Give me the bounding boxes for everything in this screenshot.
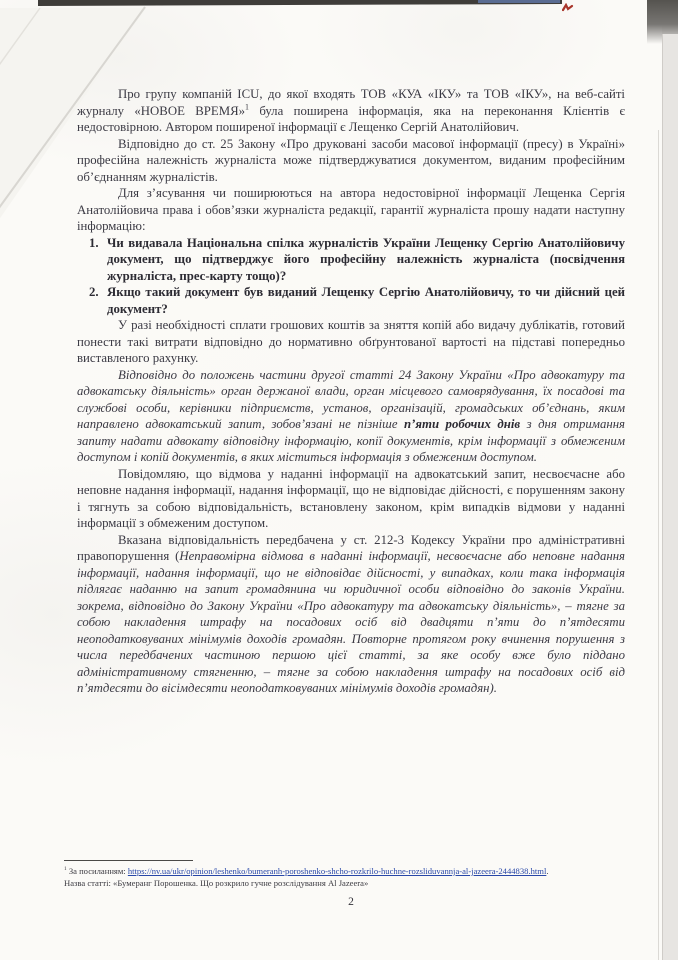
text-run: Відповідно до положень частини другої статті 24 Закону України «Про адвокатуру та адвокатську діяльність» орган держаної влади, орган місцевого самоврядування, їх посадові та службові особи, керівники підприємств, установ, організацій, громадських об’єднань, яким направлено адвокатський запит, зобов’язані не пізніше	[77, 367, 625, 431]
footnote-marker: 1	[64, 866, 67, 873]
footnote-line-2: Назва статті: «Бумеранг Порошенка. Що розкрило гучне розслідування Al Jazeera»	[64, 878, 369, 888]
paragraph	[77, 367, 625, 466]
paragraph	[77, 466, 625, 532]
paragraph	[77, 185, 625, 235]
text-run: Якщо такий документ був виданий Лещенку Сергію Анатолійовичу, то чи дійсний цей документ?	[107, 285, 625, 316]
text-run: була поширена інформація, яка на переконання Клієнтів є недостовірною. Автором поширеної інформації є Лещенко Сергій Анатолійович.	[77, 103, 625, 134]
footnote	[64, 860, 642, 889]
scan-top-edge-tint	[478, 0, 560, 3]
footnote-link: https://nv.ua/ukr/opinion/leshenko/bumeranh-poroshenko-shcho-rozkrilo-huchne-rozsliduvannja-al-jazeera-2444838.html	[127, 866, 547, 876]
document-body	[77, 86, 625, 697]
footnote-period: .	[546, 866, 549, 876]
text-run: У разі необхідності сплати грошових коштів за зняття копій або видачу дублікатів, готовий понести такі витрати відповідно до нормативно обґрунтованої вартості на підставі попередньо виставленого рахунку.	[77, 318, 625, 365]
text-run: Для з’ясування чи поширюються на автора недостовірної інформації Лещенка Сергія Анатолійовича права і обов’язки журналіста редакції, гарантії журналіста прошу надати наступну інформацію:	[77, 186, 625, 233]
text-run: п’яти робочих днів	[404, 417, 521, 431]
footnote-separator-rule	[64, 860, 193, 861]
page-number: 2	[348, 896, 354, 908]
text-run: Повідомляю, що відмова у наданні інформації на адвокатський запит, несвоєчасне або неповне надання інформації, надання інформації, що не відповідає дійсності, є порушенням закону і тягнуть за собою відповідальність, встановлену законом, крім випадків відмови у наданні інформації з обмеженим доступом.	[77, 466, 625, 530]
text-run: Чи видавала Національна спілка журналістів України Лещенку Сергію Анатолійовичу документ, що підтверджує його професійну належність журналіста (посвідчення журналіста, прес-карту тощо)?	[107, 235, 625, 283]
text-run: Про групу компаній ICU, до якої входять ТОВ «КУА «ІКУ» та ТОВ «ІКУ», на веб-сайті журналу «НОВОЕ ВРЕМЯ»	[77, 87, 625, 118]
paragraph	[77, 532, 625, 697]
text-run: Неправомірна відмова в наданні інформації, несвоєчасне або неповне надання інформації, надання інформації, що не відповідає дійсності, у випадках, коли така інформація підлягає наданню на запит громадянина чи юридичної особи відповідно до законів України. зокрема, відповідно до Закону України «Про адвокатуру та адвокатську діяльність», – тягне за собою накладення штрафу на посадових осіб від двадцяти п’яти до п’ятдесяти неоподатковуваних мінімумів доходів громадян. Повторне протягом року вчинення порушення з числа передбачених частиною першою цієї статті, за яке особу вже було піддано адміністративному стягненню, – тягне за собою накладення штрафу на посадових осіб від п’ятдесяти до вісімдесяти неоподатковуваних мінімумів доходів громадян).	[77, 549, 626, 695]
numbered-list-item	[77, 284, 625, 317]
paragraph	[77, 136, 625, 186]
list-item-number: 2.	[89, 285, 99, 299]
footnote-prefix: За посиланням:	[66, 866, 128, 876]
text-run: з дня отримання запиту надати адвокату відповідну інформацію, копії документів, крім інформації з обмеженим доступом і копій документів, в яких міститься інформація з обмеженим доступом.	[77, 417, 625, 464]
paper-edge-line	[658, 130, 659, 960]
footnote-line-1	[64, 865, 642, 877]
paragraph	[77, 317, 625, 367]
text-run: Вказана відповідальність передбачена у ст. 212-3 Кодексу України про адміністративні правопорушення (	[77, 532, 625, 563]
paragraph	[77, 86, 625, 136]
text-run: Відповідно до ст. 25 Закону «Про друковані засоби масової інформації (пресу) в Україні» професійна належність журналіста може підтверджуватися документом, виданим професійним об’єднанням журналістів.	[77, 136, 625, 184]
footnote-reference: 1	[245, 102, 249, 112]
red-pen-mark	[562, 3, 574, 12]
list-item-number: 1.	[89, 235, 99, 250]
numbered-list-item	[77, 235, 625, 285]
underlying-page-edge	[662, 34, 678, 960]
